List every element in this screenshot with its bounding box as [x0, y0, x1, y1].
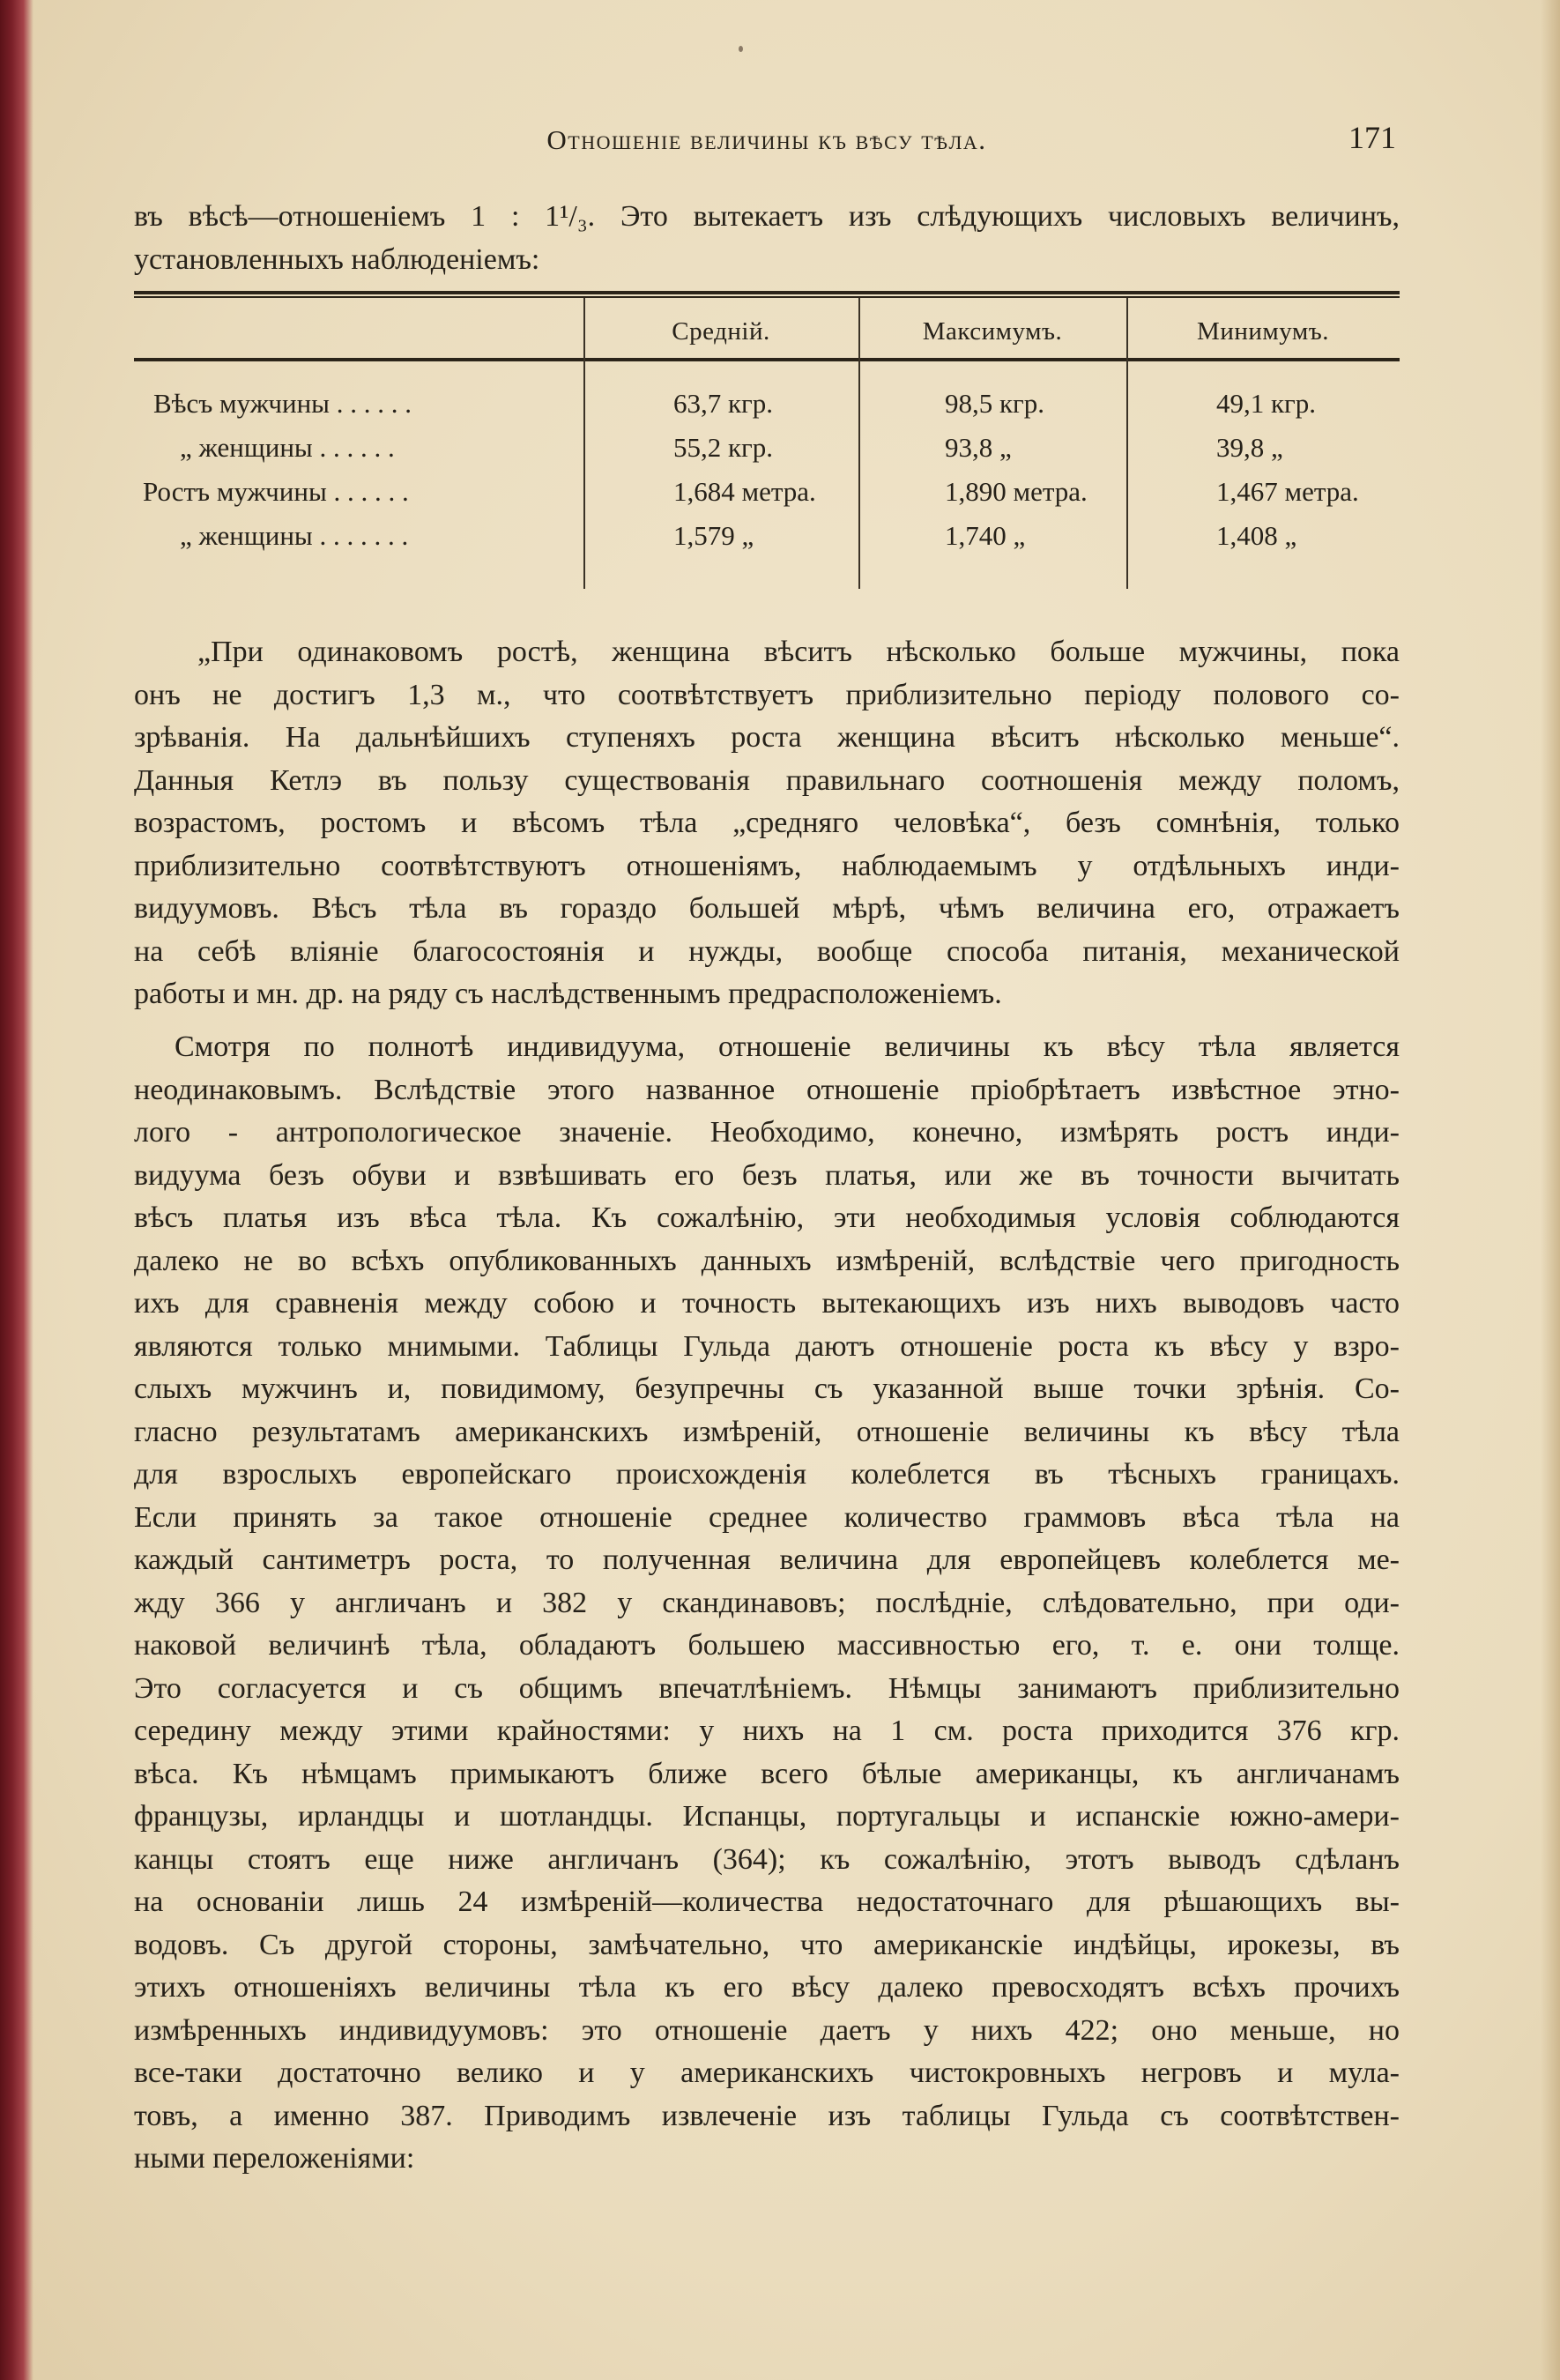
text-line: зрѣванія. На дальнѣйшихъ ступеняхъ роста женщина вѣситъ нѣсколько меньше“.	[134, 721, 1400, 754]
table-cell: 49,1 кгр.	[1216, 388, 1317, 419]
table-cell: 1,467 метра.	[1216, 476, 1359, 507]
text-line: являются только мнимыми. Таблицы Гульда даютъ отношеніе роста къ вѣсу у взро-	[134, 1329, 1400, 1363]
table-cell: 1,579 „	[673, 520, 754, 551]
column-header-average: Средній.	[672, 317, 770, 346]
text-line: работы и мн. др. на ряду съ наслѣдственнымъ предрасположеніемъ.	[134, 978, 1002, 1010]
text-line: каждый сантиметръ роста, то полученная величина для европейцевъ колеблется ме-	[134, 1543, 1400, 1576]
row-label: „ женщины . . . . . .	[180, 432, 395, 463]
text-line: на себѣ вліяніе благосостоянія и нужды, вообще способа питанія, механической	[134, 934, 1400, 968]
text-line: возрастомъ, ростомъ и вѣсомъ тѣла „средняго человѣка“, безъ сомнѣнія, только	[134, 807, 1400, 839]
text-line: неодинаковымъ. Вслѣдствіе этого названное отношеніе пріобрѣтаетъ извѣстное этно-	[134, 1073, 1400, 1106]
page-edge-shadow	[1541, 0, 1560, 2380]
table-cell: 55,2 кгр.	[673, 432, 774, 463]
text-line: измѣренныхъ индивидуумовъ: это отношеніе даетъ у нихъ 422; оно меньше, но	[134, 2013, 1400, 2047]
text-line: онъ не достигъ 1,3 м., что соотвѣтствуетъ приблизительно періоду полового со-	[134, 678, 1400, 711]
ink-speck	[739, 46, 743, 52]
row-label: Вѣсъ мужчины . . . . . .	[153, 388, 412, 419]
table-cell: 1,740 „	[945, 520, 1026, 551]
text-line: видуумовъ. Вѣсъ тѣла въ гораздо большей мѣрѣ, чѣмъ величина его, отражаетъ	[134, 892, 1400, 925]
table-top-rule-thin	[134, 296, 1400, 298]
text-line: Если принять за такое отношеніе среднее количество граммовъ вѣса тѣла на	[134, 1500, 1400, 1534]
text-line: гласно результатамъ американскихъ измѣреній, отношеніе величины къ вѣсу тѣла	[134, 1415, 1400, 1448]
text-line: слыхъ мужчинъ и, повидимому, безупречны съ указанной выше точки зрѣнія. Со-	[134, 1372, 1400, 1405]
text-line: для взрослыхъ европейскаго происхожденія колеблется въ тѣсныхъ границахъ.	[134, 1458, 1400, 1491]
text-line: приблизительно соотвѣтствуютъ отношеніямъ, наблюдаемымъ у отдѣльныхъ инди-	[134, 849, 1400, 882]
text-line: середину между этими крайностями: у нихъ на 1 см. роста приходится 376 кгр.	[134, 1714, 1400, 1747]
table-cell: 63,7 кгр.	[673, 388, 774, 419]
text-line: водовъ. Съ другой стороны, замѣчательно, что американскіе индѣйцы, ирокезы, въ	[134, 1928, 1400, 1961]
text-line: товъ, а именно 387. Приводимъ извлеченіе изъ таблицы Гульда съ соотвѣтствен-	[134, 2099, 1400, 2132]
measurement-table	[134, 291, 1400, 591]
text-line: Смотря по полнотѣ индивидуума, отношеніе величины къ вѣсу тѣла является	[175, 1030, 1400, 1063]
running-head	[132, 119, 1401, 163]
text-line: этихъ отношеніяхъ величины тѣла къ его вѣсу далеко превосходятъ всѣхъ прочихъ	[134, 1971, 1400, 2004]
text-line: ихъ для сравненія между собою и точность вытекающихъ изъ нихъ выводовъ часто	[134, 1287, 1400, 1320]
text-line: въ вѣсѣ—отношеніемъ 1 : 1¹/₃. Это вытекаетъ изъ слѣдующихъ числовыхъ величинъ,	[134, 200, 1400, 233]
text-line: французы, ирландцы и шотландцы. Испанцы, португальцы и испанскіе южно-амери-	[134, 1800, 1400, 1833]
text-line: вѣса. Къ нѣмцамъ примыкаютъ ближе всего бѣлые американцы, къ англичанамъ	[134, 1757, 1400, 1790]
table-cell: 98,5 кгр.	[945, 388, 1045, 419]
text-line: вѣсъ платья изъ вѣса тѣла. Къ сожалѣнію, эти необходимыя условія соблюдаются	[134, 1201, 1400, 1234]
page-number: 171	[1348, 120, 1396, 155]
book-spine-binding	[0, 0, 33, 2380]
running-title: Отношеніе величины къ вѣсу тѣла.	[546, 124, 987, 155]
text-line: на основаніи лишь 24 измѣреній—количества недостаточнаго для рѣшающихъ вы-	[134, 1885, 1400, 1918]
table-cell: 1,684 метра.	[673, 476, 816, 507]
text-line: ными переложеніями:	[134, 2142, 415, 2175]
table-cell: 1,408 „	[1216, 520, 1297, 551]
column-header-maximum: Максимумъ.	[922, 317, 1063, 346]
text-line: Данныя Кетлэ въ пользу существованія правильнаго соотношенія между поломъ,	[134, 763, 1400, 797]
row-label: Ростъ мужчины . . . . . .	[143, 476, 409, 507]
table-cell: 39,8 „	[1216, 432, 1283, 463]
text-line: канцы стоятъ еще ниже англичанъ (364); къ сожалѣнію, этотъ выводъ сдѣланъ	[134, 1842, 1400, 1876]
text-line: наковой величинѣ тѣла, обладаютъ большею массивностью его, т. е. они толще.	[134, 1629, 1400, 1662]
column-header-minimum: Минимумъ.	[1197, 317, 1329, 346]
table-header-rule	[134, 358, 1400, 361]
text-line: жду 366 у англичанъ и 382 у скандинавовъ; послѣдніе, слѣдовательно, при оди-	[134, 1586, 1400, 1619]
table-cell: 1,890 метра.	[945, 476, 1088, 507]
text-line: установленныхъ наблюденіемъ:	[134, 242, 540, 276]
row-label: „ женщины . . . . . . .	[180, 520, 409, 551]
text-line: „При одинаковомъ ростѣ, женщина вѣситъ нѣсколько больше мужчины, пока	[197, 636, 1400, 668]
text-line: все-таки достаточно велико и у американскихъ чистокровныхъ негровъ и мула-	[134, 2056, 1400, 2089]
table-top-rule	[134, 291, 1400, 294]
paragraph-1	[134, 631, 1400, 1016]
intro-text	[134, 196, 1400, 281]
text-line: видуума безъ обуви и взвѣшивать его безъ платья, или же въ точности вычитать	[134, 1158, 1400, 1192]
paragraph-2	[134, 1026, 1400, 2181]
text-line: далеко не во всѣхъ опубликованныхъ данныхъ измѣреній, вслѣдствіе чего пригодность	[134, 1244, 1400, 1277]
text-line: Это согласуется и съ общимъ впечатлѣніемъ. Нѣмцы занимаютъ приблизительно	[134, 1671, 1400, 1705]
table-cell: 93,8 „	[945, 432, 1012, 463]
text-line: лого - антропологическое значеніе. Необходимо, конечно, измѣрять ростъ инди-	[134, 1116, 1400, 1149]
